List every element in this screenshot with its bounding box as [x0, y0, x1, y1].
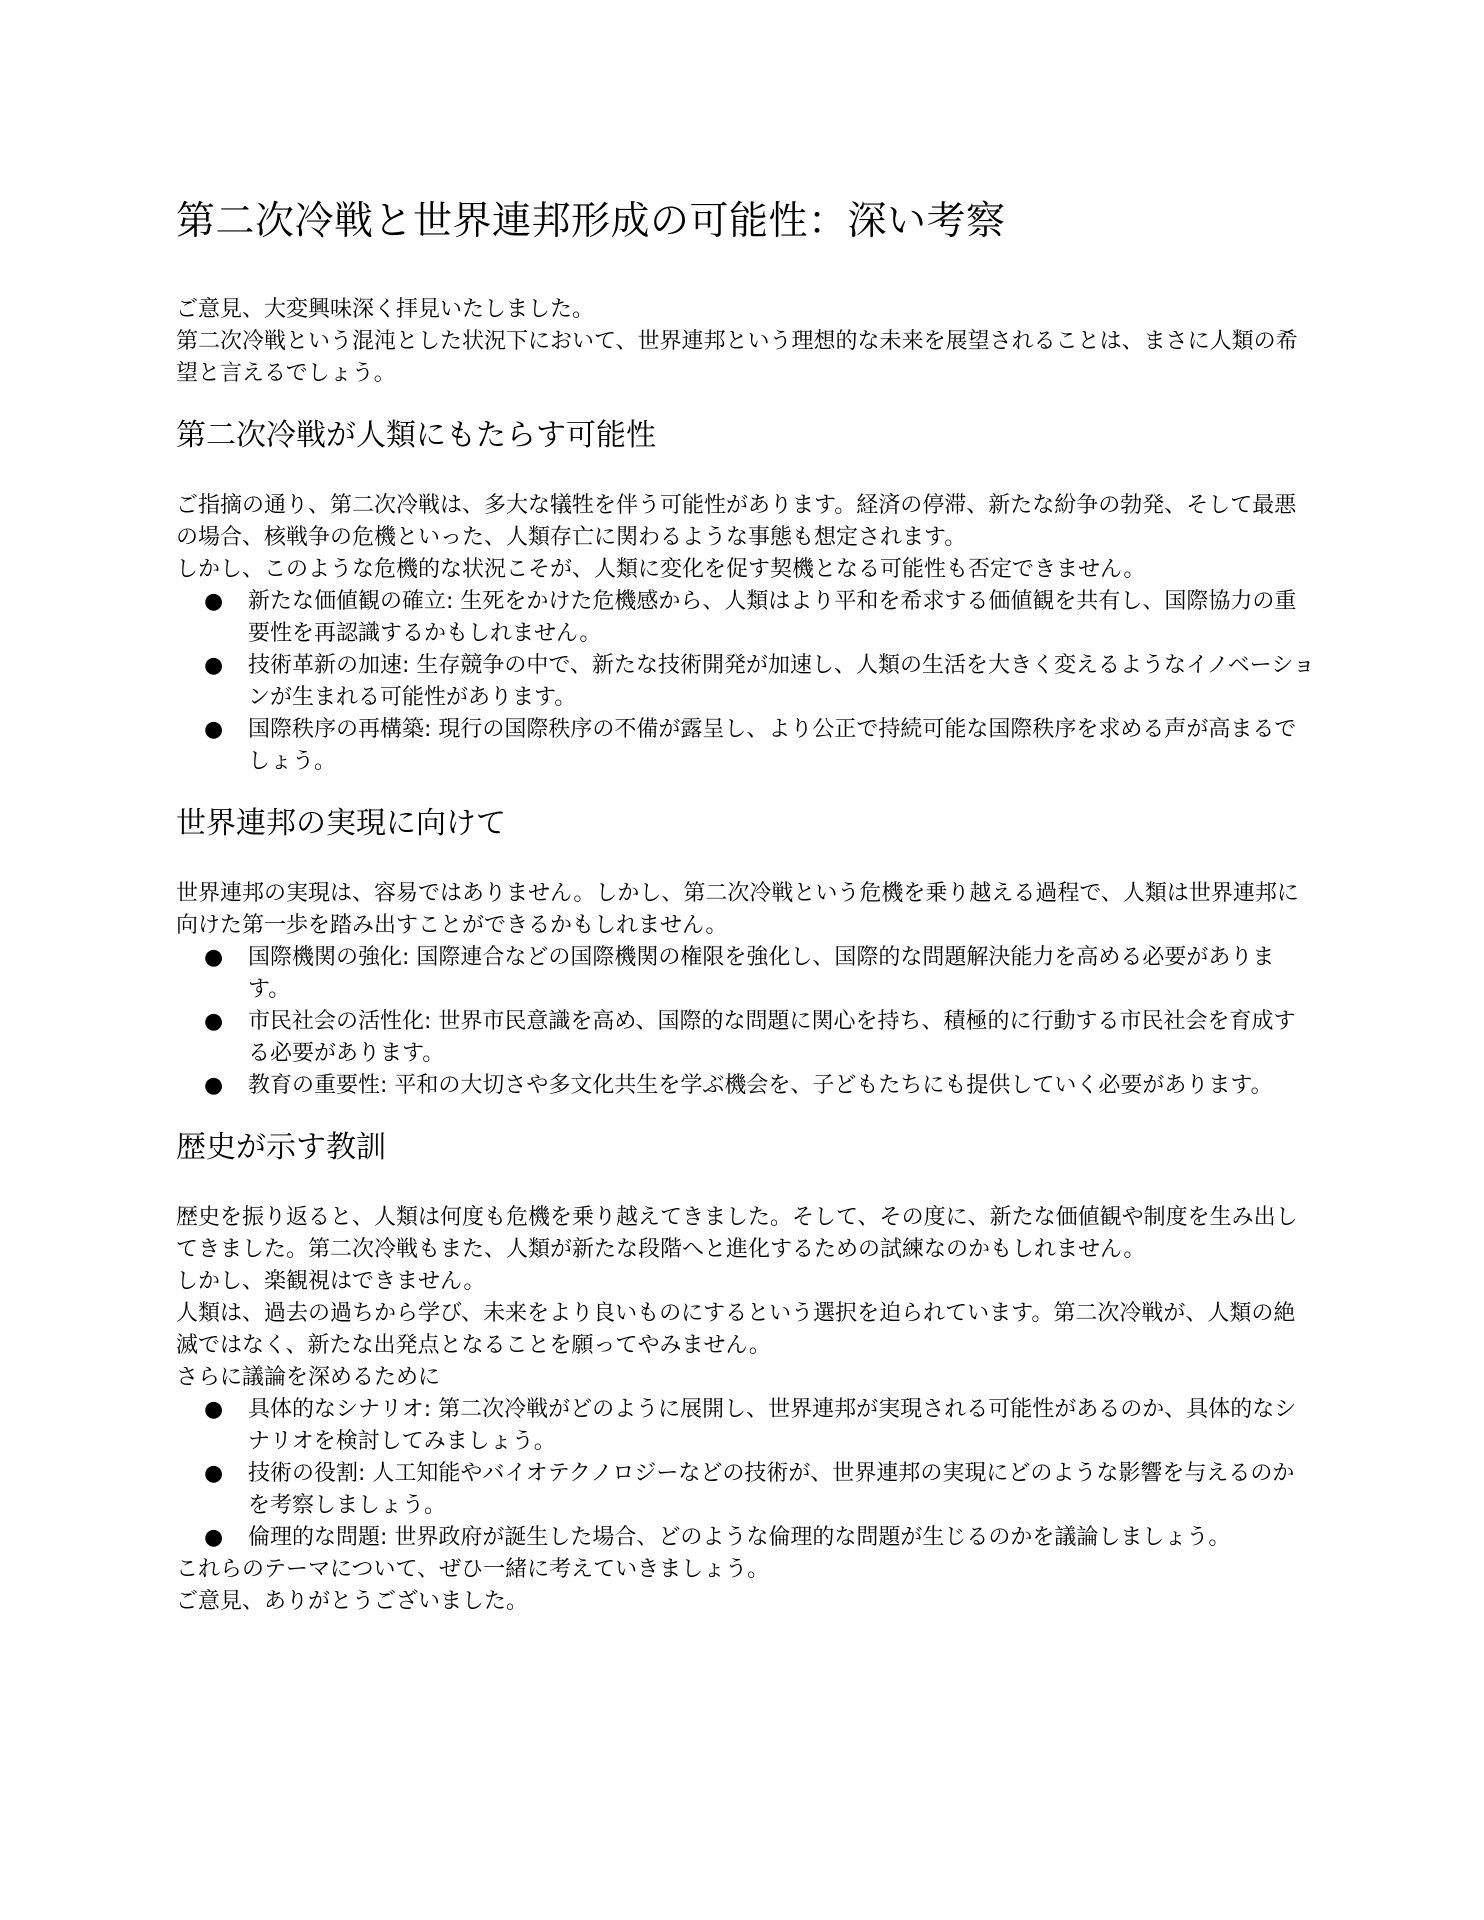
list-item-text: 具体的なシナリオ: 第二次冷戦がどのように展開し、世界連邦が実現される可能性があるのか、具体的なシナリオを検討してみましょう。 [248, 1397, 1297, 1454]
bullet-icon: ● [204, 1397, 224, 1422]
list-item-text: 教育の重要性: 平和の大切さや多文化共生を学ぶ機会を、子どもたちにも提供していく必要があります。 [248, 1073, 1273, 1098]
section-paragraph: さらに議論を深めるために [176, 1365, 441, 1390]
bullet-icon: ● [204, 589, 224, 614]
list-item-text: 技術の役割: 人工知能やバイオテクノロジーなどの技術が、世界連邦の実現にどのような影響を与えるのかを考察しましょう。 [248, 1461, 1295, 1518]
bullet-icon: ● [204, 653, 224, 678]
list-item-text: 市民社会の活性化: 世界市民意識を高め、国際的な問題に関心を持ち、積極的に行動する市民社会を育成する必要があります。 [248, 1009, 1296, 1066]
section-heading: 第二次冷戦が人類にもたらす可能性 [176, 418, 656, 453]
bullet-list [176, 942, 1316, 1102]
list-item [176, 942, 1316, 1006]
section-paragraph: しかし、楽観視はできません。 [176, 1269, 486, 1294]
section-paragraph: ご指摘の通り、第二次冷戦は、多大な犠牲を伴う可能性があります。経済の停滞、新たな紛争の勃発、そして最悪の場合、核戦争の危機といった、人類存亡に関わるような事態も想定されます。 [176, 493, 1297, 550]
bullet-icon: ● [204, 1009, 224, 1034]
section-paragraph: 世界連邦の実現は、容易ではありません。しかし、第二次冷戦という危機を乗り越える過程で、人類は世界連邦に向けた第一歩を踏み出すことができるかもしれません。 [176, 881, 1299, 938]
bullet-list [176, 1394, 1316, 1554]
section-paragraph: 歴史を振り返ると、人類は何度も危機を乗り越えてきました。そして、その度に、新たな価値観や制度を生み出してきました。第二次冷戦もまた、人類が新たな段階へと進化するための試練なのかもしれません。 [176, 1205, 1298, 1262]
closing-paragraph: ご意見、ありがとうございました。 [176, 1589, 529, 1614]
section-paragraph: しかし、このような危機的な状況こそが、人類に変化を促す契機となる可能性も否定できません。 [176, 557, 1146, 582]
list-item [176, 1006, 1316, 1070]
intro-paragraph: ご意見、大変興味深く拝見いたしました。 [176, 297, 595, 322]
closing-paragraph: これらのテーマについて、ぜひ一緒に考えていきましょう。 [176, 1557, 770, 1582]
bullet-icon: ● [204, 717, 224, 742]
list-item [176, 1522, 1316, 1554]
intro-paragraph: 第二次冷戦という混沌とした状況下において、世界連邦という理想的な未来を展望されることは、まさに人類の希望と言えるでしょう。 [176, 329, 1298, 386]
list-item [176, 650, 1316, 714]
list-item [176, 1394, 1316, 1458]
bullet-icon: ● [204, 1461, 224, 1486]
list-item [176, 1458, 1316, 1522]
bullet-icon: ● [204, 1525, 224, 1550]
list-item-text: 新たな価値観の確立: 生死をかけた危機感から、人類はより平和を希求する価値観を共有し、国際協力の重要性を再認識するかもしれません。 [248, 589, 1297, 646]
list-item [176, 1070, 1316, 1102]
bullet-list [176, 586, 1316, 778]
list-item-text: 倫理的な問題: 世界政府が誕生した場合、どのような倫理的な問題が生じるのかを議論しましょう。 [248, 1525, 1231, 1550]
document-page [176, 196, 1316, 1618]
list-item [176, 586, 1316, 650]
list-item-text: 技術革新の加速: 生存競争の中で、新たな技術開発が加速し、人類の生活を大きく変えるようなイノベーションが生まれる可能性があります。 [248, 653, 1315, 710]
bullet-icon: ● [204, 1073, 224, 1098]
list-item [176, 714, 1316, 778]
list-item-text: 国際秩序の再構築: 現行の国際秩序の不備が露呈し、より公正で持続可能な国際秩序を求める声が高まるでしょう。 [248, 717, 1297, 774]
section-heading: 歴史が示す教訓 [176, 1130, 386, 1165]
list-item-text: 国際機関の強化: 国際連合などの国際機関の権限を強化し、国際的な問題解決能力を高める必要があります。 [248, 945, 1275, 1002]
document-title: 第二次冷戦と世界連邦形成の可能性：深い考察 [176, 199, 1006, 244]
section-paragraph: 人類は、過去の過ちから学び、未来をより良いものにするという選択を迫られています。第二次冷戦が、人類の絶滅ではなく、新たな出発点となることを願ってやみません。 [176, 1301, 1296, 1358]
section-heading: 世界連邦の実現に向けて [176, 806, 506, 841]
bullet-icon: ● [204, 945, 224, 970]
